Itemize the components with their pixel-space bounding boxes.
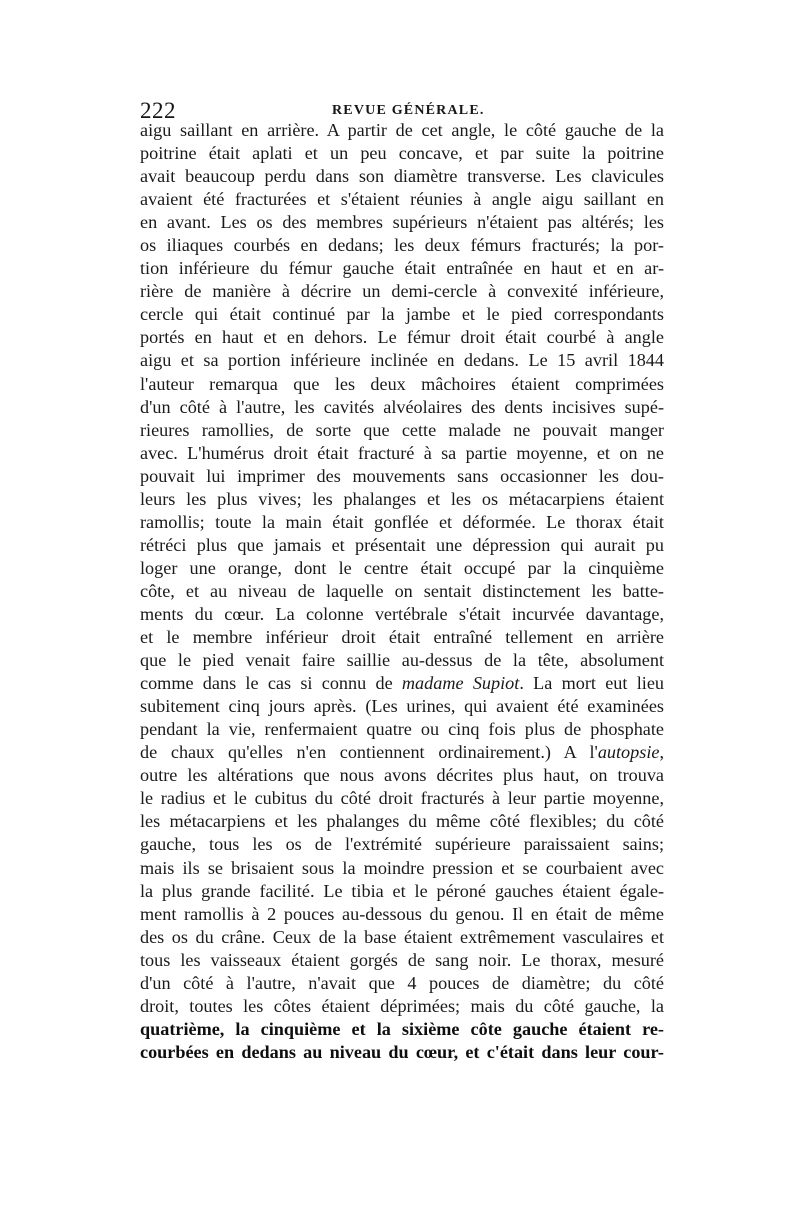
text-line: les métacarpiens et les phalanges du même côté flexibles; du côté (140, 811, 664, 832)
text-line: rétréci plus que jamais et présentait une dépression qui aurait pu (140, 534, 664, 555)
text-line: en avant. Les os des membres supérieurs n'étaient pas altérés; les (140, 212, 664, 233)
text-line: subitement cinq jours après. (Les urines, qui avaient été examinées (140, 696, 664, 717)
text-line: avec. L'humérus droit était fracturé à sa partie moyenne, et on ne (140, 442, 664, 463)
text-line: de chaux qu'elles n'en contiennent ordinairement.) A l'autopsie, (140, 742, 664, 763)
text-line: côte, et au niveau de laquelle on sentait distinctement les batte- (140, 580, 664, 601)
text-line: le radius et le cubitus du côté droit fracturés à leur partie moyenne, (140, 788, 664, 809)
text-line: la plus grande facilité. Le tibia et le péroné gauches étaient égale- (140, 880, 664, 901)
text-line: loger une orange, dont le centre était occupé par la cinquième (140, 557, 664, 578)
text-line: l'auteur remarqua que les deux mâchoires étaient comprimées (140, 373, 664, 394)
text-line: tous les vaisseaux étaient gorgés de sang noir. Le thorax, mesuré (140, 949, 664, 970)
text-line: rieures ramollies, de sorte que cette malade ne pouvait manger (140, 419, 664, 440)
text-line: ment ramollis à 2 pouces au-dessous du genou. Il en était de même (140, 903, 664, 924)
text-line: quatrième, la cinquième et la sixième côte gauche étaient re- (140, 1018, 664, 1039)
italic-text: autopsie (597, 742, 660, 763)
text-line: que le pied venait faire saillie au-dessus de la tête, absolument (140, 650, 664, 671)
text-line: aigu saillant en arrière. A partir de cet angle, le côté gauche de la (140, 120, 664, 140)
text-line: poitrine était aplati et un peu concave, et par suite la poitrine (140, 143, 664, 164)
text-line: pouvait lui imprimer des mouvements sans occasionner les dou- (140, 465, 664, 486)
text-line: os iliaques courbés en dedans; les deux fémurs fracturés; la por- (140, 235, 664, 256)
text-line: avaient été fracturées et s'étaient réunies à angle aigu saillant en (140, 189, 664, 210)
text-line: ments du cœur. La colonne vertébrale s'était incurvée davantage, (140, 603, 664, 624)
page-number: 222 (140, 98, 176, 123)
text-line: gauche, tous les os de l'extrémité supérieure paraissaient sains; (140, 834, 664, 855)
text-line: d'un côté à l'autre, les cavités alvéolaires des dents incisives supé- (140, 396, 664, 417)
text-line: avait beaucoup perdu dans son diamètre transverse. Les clavicules (140, 166, 664, 187)
text-line: leurs les plus vives; les phalanges et les os métacarpiens étaient (140, 488, 664, 509)
text-line: d'un côté à l'autre, n'avait que 4 pouces de diamètre; du côté (140, 972, 664, 993)
text-line: pendant la vie, renfermaient quatre ou cinq fois plus de phosphate (140, 719, 664, 740)
body-text (140, 119, 664, 1064)
text-line: cercle qui était continué par la jambe et le pied correspondants (140, 304, 664, 325)
text-line: rière de manière à décrire un demi-cercle à convexité inférieure, (140, 281, 664, 302)
text-line: droit, toutes les côtes étaient déprimées; mais du côté gauche, la (140, 995, 664, 1016)
text-line: comme dans le cas si connu de madame Supiot. La mort eut lieu (140, 673, 664, 694)
text-line: des os du crâne. Ceux de la base étaient extrêmement vasculaires et (140, 926, 664, 947)
text-line: mais ils se brisaient sous la moindre pression et se courbaient avec (140, 857, 664, 878)
text-line: outre les altérations que nous avons décrites plus haut, on trouva (140, 765, 664, 786)
text-line: et le membre inférieur droit était entraîné tellement en arrière (140, 627, 664, 648)
text-line: tion inférieure du fémur gauche était entraînée en haut et en ar- (140, 258, 664, 279)
running-head: REVUE GÉNÉRALE. (332, 103, 485, 118)
text-line: courbées en dedans au niveau du cœur, et c'était dans leur cour- (140, 1041, 664, 1062)
text-line: ramollis; toute la main était gonflée et déformée. Le thorax était (140, 511, 664, 532)
text-line: aigu et sa portion inférieure inclinée en dedans. Le 15 avril 1844 (140, 350, 664, 371)
italic-text: madame Supiot (401, 673, 520, 694)
text-line: portés en haut et en dehors. Le fémur droit était courbé à angle (140, 327, 664, 348)
